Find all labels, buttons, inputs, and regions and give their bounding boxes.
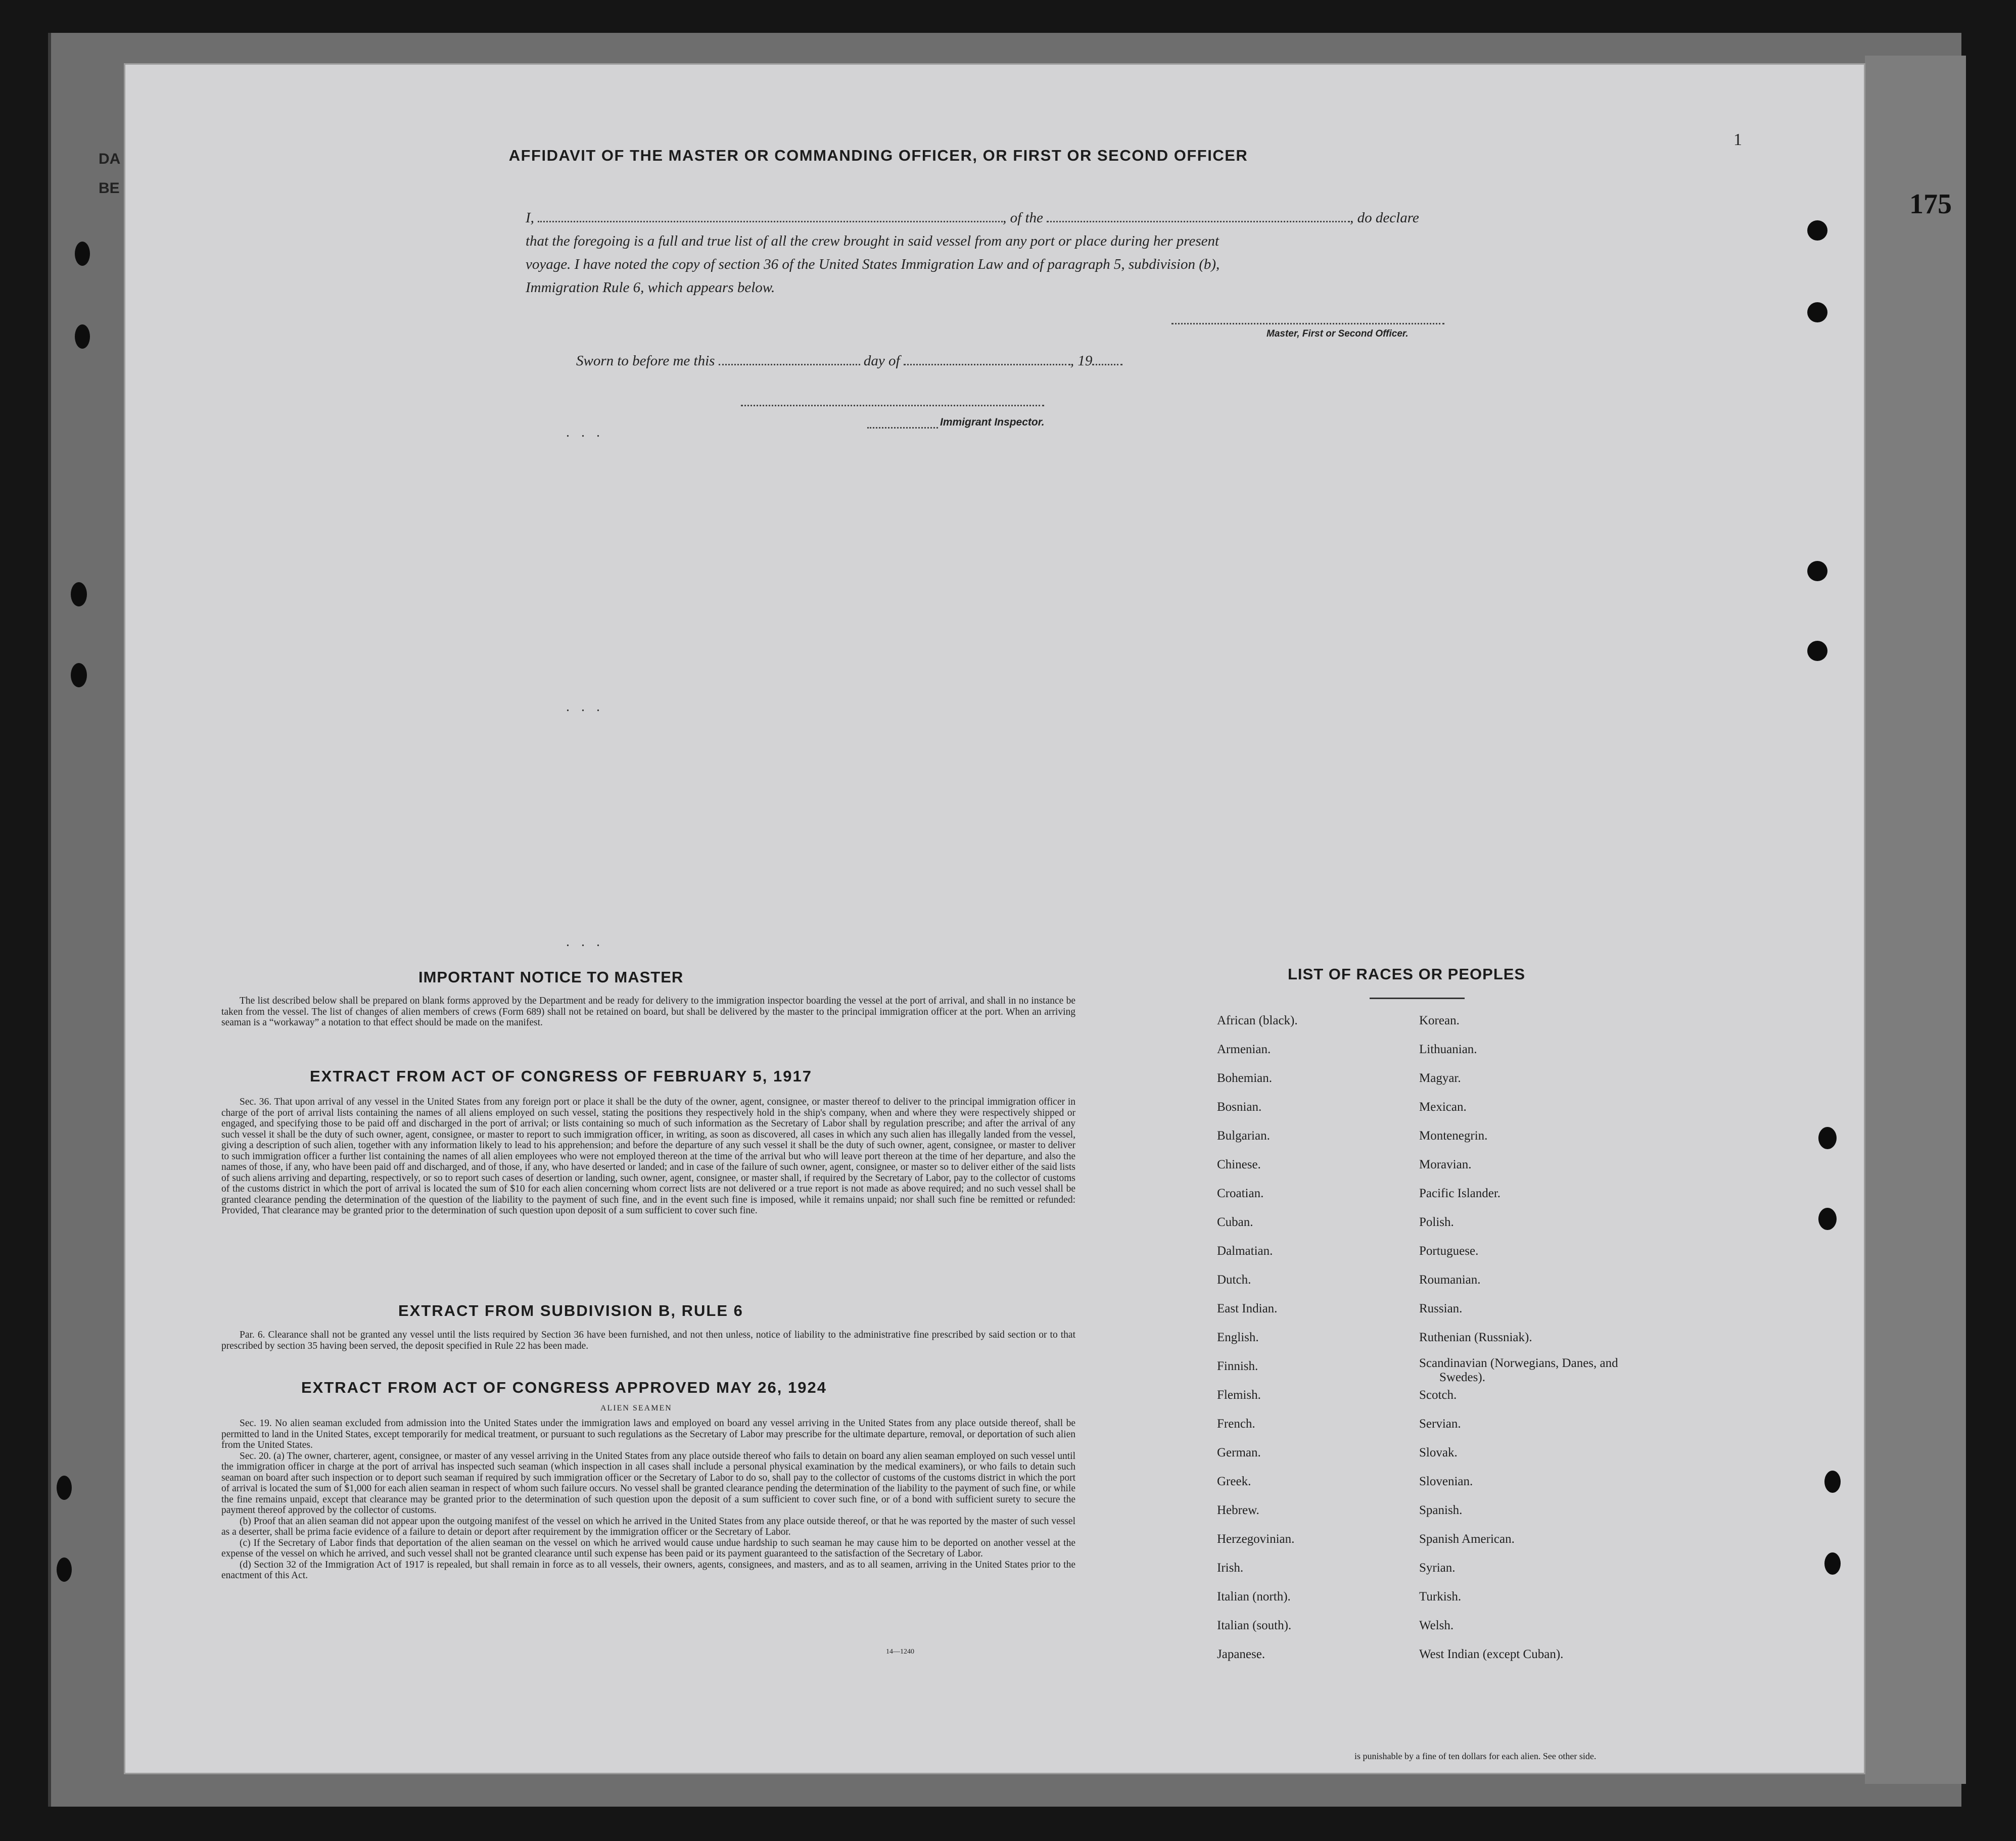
race-item: Dalmatian. bbox=[1217, 1244, 1273, 1258]
race-item: German. bbox=[1217, 1446, 1261, 1459]
affidavit-line-2: that the foregoing is a full and true list of all the crew brought in said vessel from any port or place during her present bbox=[526, 233, 1220, 249]
affidavit-line-4: Immigration Rule 6, which appears below. bbox=[526, 279, 775, 296]
affidavit-i: I, bbox=[526, 210, 534, 226]
race-item: African (black). bbox=[1217, 1014, 1298, 1027]
race-item: Bohemian. bbox=[1217, 1071, 1273, 1085]
edge-fragment-be: BE bbox=[99, 180, 120, 197]
race-item: Japanese. bbox=[1217, 1647, 1265, 1661]
race-item: Flemish. bbox=[1217, 1388, 1261, 1402]
race-item: Dutch. bbox=[1217, 1273, 1251, 1287]
paragraph-6-text: Par. 6. Clearance shall not be granted any vessel until the lists required by Section 36 have been furnished, and not then unless, notice of liability to the administrative fine prescribed by said section or to that prescribed by section 35 having been served, the deposit specified in Rule 22 has been made. bbox=[221, 1330, 1075, 1351]
race-item: Turkish. bbox=[1419, 1590, 1462, 1603]
vessel-blank[interactable] bbox=[1047, 220, 1350, 222]
section-20c-text: (c) If the Secretary of Labor finds that deportation of the alien seaman on the vessel on which he arrived would cause undue hardship to such seaman he may cause him to be deported on another vessel at the expense of the vessel on which he arrived, and such vessel shall not be granted clearance until such expense has been paid or its payment guaranteed to the satisfaction of the Secretary of Labor. bbox=[221, 1537, 1075, 1559]
day-of-text: day of bbox=[863, 353, 900, 369]
page-number: 1 bbox=[1733, 130, 1742, 149]
binder-hole bbox=[1824, 1552, 1841, 1575]
race-item: Herzegovinian. bbox=[1217, 1532, 1295, 1546]
sworn-text: Sworn to before me this bbox=[576, 353, 715, 369]
year-blank[interactable] bbox=[1092, 363, 1122, 365]
race-item: Slovak. bbox=[1419, 1446, 1458, 1459]
race-item: Pacific Islander. bbox=[1419, 1187, 1501, 1200]
race-item: English. bbox=[1217, 1331, 1259, 1344]
races-title-rule bbox=[1370, 998, 1465, 999]
section-20b-text: (b) Proof that an alien seaman did not appear upon the outgoing manifest of the vessel on which he arrived in the United States from any place outside thereof, or that he was reported by the master of such vessel as a deserter, shall be prima facie evidence of a failure to detain or deport after requirement by the immigration officer or the Secretary of Labor. bbox=[221, 1516, 1075, 1537]
race-item: Italian (south). bbox=[1217, 1619, 1292, 1632]
race-item: Syrian. bbox=[1419, 1561, 1456, 1575]
race-item: Spanish. bbox=[1419, 1503, 1463, 1517]
affidavit-line-3: voyage. I have noted the copy of section 36 of the United States Immigration Law and of paragraph 5, subdivision (b), bbox=[526, 256, 1220, 272]
signature-line[interactable] bbox=[1171, 322, 1444, 324]
section-20a-text: Sec. 20. (a) The owner, charterer, agent, consignee, or master of any vessel arriving in the United States from any place outside thereof who fails to detain on board any alien seaman employed on such vessel until the immigration officer in charge at the port of arrival has inspected such seaman (which inspection in all cases shall include a personal physical examination by the medical examiners), or who fails to detain such seaman on board after such inspection or to deport such seaman if required by such immigration officer or the Secretary of Labor to do so, shall pay to the collector of customs of the customs district in which the port of arrival is located the sum of $1,000 for each alien seaman in respect of whom such failure occurs. No vessel shall be granted clearance pending the determination of the liability to the payment of such fine, or while the fine remains unpaid, except that clearance may be granted prior to the determination of such question upon the deposit of a sum sufficient to cover such fine, or of a bond with sufficient surety to secure the payment thereof approved by the collector of customs. bbox=[221, 1450, 1075, 1516]
alien-seamen-subtitle: ALIEN SEAMEN bbox=[600, 1404, 672, 1412]
edge-fragment-da: DA bbox=[99, 151, 121, 167]
race-item: Finnish. bbox=[1217, 1359, 1258, 1373]
race-item: Greek. bbox=[1217, 1475, 1251, 1488]
notice-title: IMPORTANT NOTICE TO MASTER bbox=[418, 968, 684, 986]
race-item: West Indian (except Cuban). bbox=[1419, 1647, 1564, 1661]
race-item: Italian (north). bbox=[1217, 1590, 1291, 1603]
binder-hole bbox=[75, 324, 90, 349]
binder-hole bbox=[57, 1557, 72, 1582]
race-item: Hebrew. bbox=[1217, 1503, 1259, 1517]
sworn-line bbox=[576, 353, 1122, 369]
binder-hole bbox=[1807, 220, 1827, 241]
binder-hole bbox=[57, 1476, 72, 1500]
signature-label: Master, First or Second Officer. bbox=[1267, 328, 1409, 339]
binder-hole bbox=[1818, 1208, 1837, 1230]
race-item: Scandinavian (Norwegians, Danes, and Swedes). bbox=[1419, 1356, 1618, 1384]
inspector-line-upper[interactable] bbox=[741, 404, 1044, 406]
affidavit-line-1 bbox=[526, 206, 1663, 229]
race-item: Servian. bbox=[1419, 1417, 1461, 1431]
notice-paragraph: The list described below shall be prepared on blank forms approved by the Department and be ready for delivery to the immigration inspector boarding the vessel at the port of arrival, and shall in no instance be taken from the vessel. The list of changes of alien members of crews (Form 689) shall not be retained on board, but shall be delivered by the master to the principal immigration officer at the port. When an arriving seaman is a “workaway” a notation to that effect should be made on the manifest. bbox=[221, 996, 1075, 1028]
race-item: Mexican. bbox=[1419, 1100, 1467, 1114]
extract-1924-title: EXTRACT FROM ACT OF CONGRESS APPROVED MAY 26, 1924 bbox=[301, 1379, 827, 1396]
extract-1924-body bbox=[221, 1418, 1075, 1581]
affidavit-declare: , do declare bbox=[1350, 210, 1419, 226]
race-item: Croatian. bbox=[1217, 1187, 1264, 1200]
extract-1917-body bbox=[221, 1097, 1075, 1216]
manifest-page bbox=[125, 65, 1864, 1773]
race-item: Chinese. bbox=[1217, 1158, 1261, 1171]
form-code: 14—1240 bbox=[886, 1648, 914, 1656]
races-title: LIST OF RACES OR PEOPLES bbox=[1288, 965, 1526, 983]
race-item: Bosnian. bbox=[1217, 1100, 1262, 1114]
race-item: French. bbox=[1217, 1417, 1255, 1431]
section-19-text: Sec. 19. No alien seaman excluded from admission into the United States under the immigration laws and employed on board any vessel arriving in the United States from any place outside thereof, shall be permitted to land in the United States, except temporarily for medical treatment, or pursuant to such regulations as the Secretary of Labor may prescribe for the ultimate departure, removal, or deportation of such alien from the United States. bbox=[221, 1418, 1075, 1450]
extract-rule6-title: EXTRACT FROM SUBDIVISION B, RULE 6 bbox=[398, 1302, 743, 1319]
binder-hole bbox=[1818, 1127, 1837, 1149]
race-item: Armenian. bbox=[1217, 1043, 1271, 1056]
section-36-text: Sec. 36. That upon arrival of any vessel in the United States from any foreign port or place it shall be the duty of the owner, agent, consignee, or master thereof to deliver to the principal immigration officer in charge of the port of arrival lists containing the names of all aliens employed on such vessel, stating the positions they respectively hold in the ship's company, when and where they were respectively shipped or engaged, and specifying those to be paid off and discharged in the port of arrival; or lists containing so much of such information as the Secretary of Labor shall by regulation prescribe; and after the arrival of any such vessel it shall be the duty of such owner, agent, consignee, or master to report to such immigration officer, in writing, as soon as discovered, all cases in which any such alien has illegally landed from the vessel, giving a description of such alien, together with any information likely to lead to his apprehension; and before the departure of any such vessel it shall be the duty of such owner, agent, consignee, or master to deliver to such immigration officer a further list containing the names of all alien employees who were not employed thereon at the time of the arrival but who will leave port thereon at the time of her departure, and also the names of those, if any, who have been paid off and discharged, and of those, if any, who have deserted or landed; and in case of the failure of such owner, agent, consignee, or master so to deliver either of the said lists of such aliens arriving and departing, respectively, or so to report such cases of desertion or landing, such owner, agent, consignee, or master shall, if required by the Secretary of Labor, pay to the collector of customs of the customs district in which the port of arrival is located the sum of $10 for each alien concerning whom correct lists are not delivered or a true report is not made as above required; and no such vessel shall be granted clearance pending the determination of the question of the liability to the payment of such fine, and in the event such fine is imposed, while it remains unpaid; nor shall such fine be remitted or refunded: Provided, That clearance may be granted prior to the determination of such question upon deposit of a sum sufficient to cover such fine. bbox=[221, 1097, 1075, 1216]
race-item: Roumanian. bbox=[1419, 1273, 1481, 1287]
race-item: Bulgarian. bbox=[1217, 1129, 1270, 1143]
month-blank[interactable] bbox=[904, 363, 1070, 365]
race-item: Irish. bbox=[1217, 1561, 1244, 1575]
stray-dots: . . . bbox=[566, 699, 604, 715]
affidavit-of-the: , of the bbox=[1003, 210, 1043, 226]
binder-hole bbox=[1807, 302, 1827, 322]
inspector-line[interactable] bbox=[867, 427, 938, 429]
race-item: East Indian. bbox=[1217, 1302, 1278, 1315]
year-prefix: , 19 bbox=[1070, 353, 1093, 369]
race-item: Russian. bbox=[1419, 1302, 1463, 1315]
race-item: Moravian. bbox=[1419, 1158, 1472, 1171]
stray-dots: . . . bbox=[566, 934, 604, 950]
extract-1917-title: EXTRACT FROM ACT OF CONGRESS OF FEBRUARY 5, 1917 bbox=[310, 1067, 812, 1085]
race-item: Cuban. bbox=[1217, 1215, 1253, 1229]
name-blank[interactable] bbox=[538, 220, 1003, 222]
binder-hole bbox=[71, 582, 87, 606]
notice-body bbox=[221, 996, 1075, 1028]
underlying-footer-text: is punishable by a fine of ten dollars for each alien. See other side. bbox=[1354, 1751, 1597, 1761]
race-item: Portuguese. bbox=[1419, 1244, 1479, 1258]
inspector-label: Immigrant Inspector. bbox=[940, 416, 1045, 428]
race-item: Welsh. bbox=[1419, 1619, 1454, 1632]
day-blank[interactable] bbox=[719, 363, 860, 365]
binder-hole bbox=[1807, 561, 1827, 581]
race-item: Korean. bbox=[1419, 1014, 1460, 1027]
edge-page-number: 175 bbox=[1909, 188, 1952, 220]
binder-hole bbox=[71, 663, 87, 687]
race-item: Slovenian. bbox=[1419, 1475, 1473, 1488]
race-item: Spanish American. bbox=[1419, 1532, 1515, 1546]
race-item: Polish. bbox=[1419, 1215, 1454, 1229]
extract-rule6-body bbox=[221, 1330, 1075, 1351]
binder-hole bbox=[1824, 1471, 1841, 1493]
stray-dots: . . . bbox=[566, 424, 604, 440]
underlying-sheet-edge bbox=[1865, 56, 1966, 1784]
race-item: Lithuanian. bbox=[1419, 1043, 1477, 1056]
binder-hole bbox=[75, 242, 90, 266]
race-item: Ruthenian (Russniak). bbox=[1419, 1331, 1532, 1344]
race-item: Magyar. bbox=[1419, 1071, 1461, 1085]
race-item: Montenegrin. bbox=[1419, 1129, 1488, 1143]
binder-hole bbox=[1807, 641, 1827, 661]
affidavit-body bbox=[526, 206, 1663, 299]
race-item: Scotch. bbox=[1419, 1388, 1457, 1402]
section-20d-text: (d) Section 32 of the Immigration Act of 1917 is repealed, but shall remain in force as to all vessels, their owners, agents, consignees, and masters, and as to all seamen, arriving in the United States prior to the enactment of this Act. bbox=[221, 1559, 1075, 1581]
affidavit-title: AFFIDAVIT OF THE MASTER OR COMMANDING OFFICER, OR FIRST OR SECOND OFFICER bbox=[508, 147, 1248, 164]
